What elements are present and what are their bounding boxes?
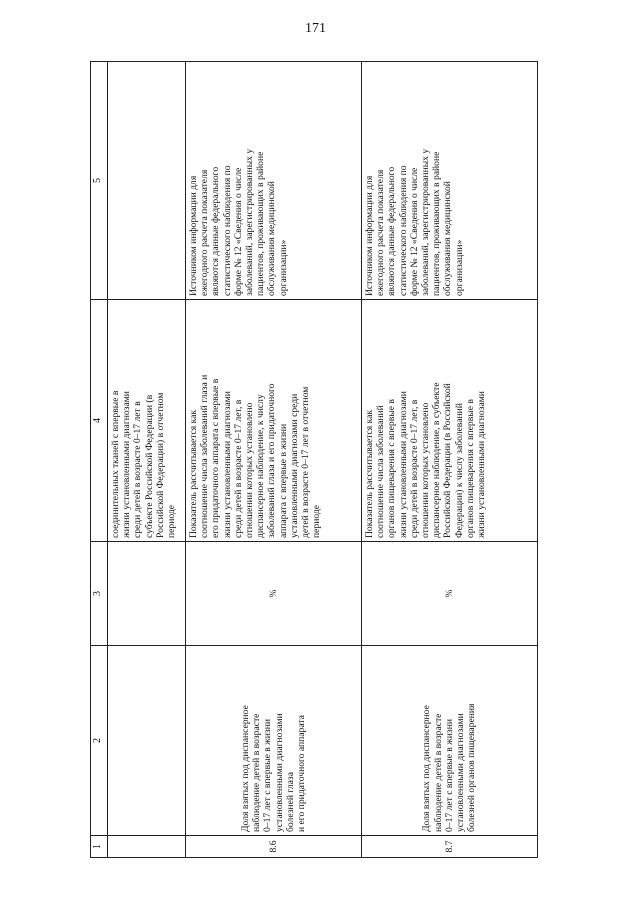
header-col-4: 4 <box>91 300 108 542</box>
continuation-row <box>108 62 186 858</box>
unit-of-measure: % <box>186 542 362 646</box>
indicators-table <box>90 61 538 858</box>
continuation-method-cell: соединительных тканей с впервые в жизни установленными диагнозами среди детей в возрасте 0–17 лет в субъекте Российской Федерации (в Российской Федерации) в отчетном периоде <box>108 300 186 542</box>
unit-of-measure: % <box>362 542 538 646</box>
calculation-method: Показатель рассчитывается как соотношение числа заболеваний глаза и его придаточного аппарата с впервые в жизни установленными диагнозами среди детей в возрасте 0–17 лет, в отношении которых установлено диспансерное наблюдение, к числу заболеваний глаза и его придаточного аппарата с впервые в жизни установленными диагнозами среди детей в возрасте 0–17 лет в отчетном периоде <box>186 300 362 542</box>
calculation-method: Показатель рассчитывается как соотношение числа заболеваний органов пищеварения с впервые в жизни установленными диагнозами среди детей в возрасте 0–17 лет, в отношении которых установлено диспансерное наблюдение, в субъекте Российской Федерации (в Российской Федерации) к числу заболеваний органов пищеварения с впервые в жизни установленными диагнозами <box>362 300 538 542</box>
continuation-num-cell <box>108 836 186 858</box>
row-number: 8.7 <box>362 836 538 858</box>
header-row <box>91 62 108 858</box>
continuation-source-cell <box>108 62 186 300</box>
indicator-name: Доля взятых под диспансерное наблюдение детей в возрасте 0–17 лет с впервые в жизни установленными диагнозами болезней глаза и его придаточного аппарата <box>186 646 362 836</box>
header-col-5: 5 <box>91 62 108 300</box>
header-col-2: 2 <box>91 646 108 836</box>
table-row <box>186 62 362 858</box>
header-col-3: 3 <box>91 542 108 646</box>
data-source: Источником информации для ежегодного расчета показателя являются данные федерального статистического наблюдения по форме № 12 «Сведения о числе заболеваний, зарегистрированных у пациентов, проживающих в районе обслуживания медицинской организации» <box>186 62 362 300</box>
continuation-indicator-cell <box>108 646 186 836</box>
rotated-table-container <box>90 62 542 858</box>
data-source: Источником информации для ежегодного расчета показателя являются данные федерального статистического наблюдения по форме № 12 «Сведения о числе заболеваний, зарегистрированных у пациентов, проживающих в районе обслуживания медицинской организации» <box>362 62 538 300</box>
continuation-unit-cell <box>108 542 186 646</box>
page-number: 171 <box>305 21 326 36</box>
indicator-name: Доля взятых под диспансерное наблюдение детей в возрасте 0–17 лет с впервые в жизни установленными диагнозами болезней органов пищеварения <box>362 646 538 836</box>
row-number: 8.6 <box>186 836 362 858</box>
header-col-1: 1 <box>91 836 108 858</box>
table-row <box>362 62 538 858</box>
